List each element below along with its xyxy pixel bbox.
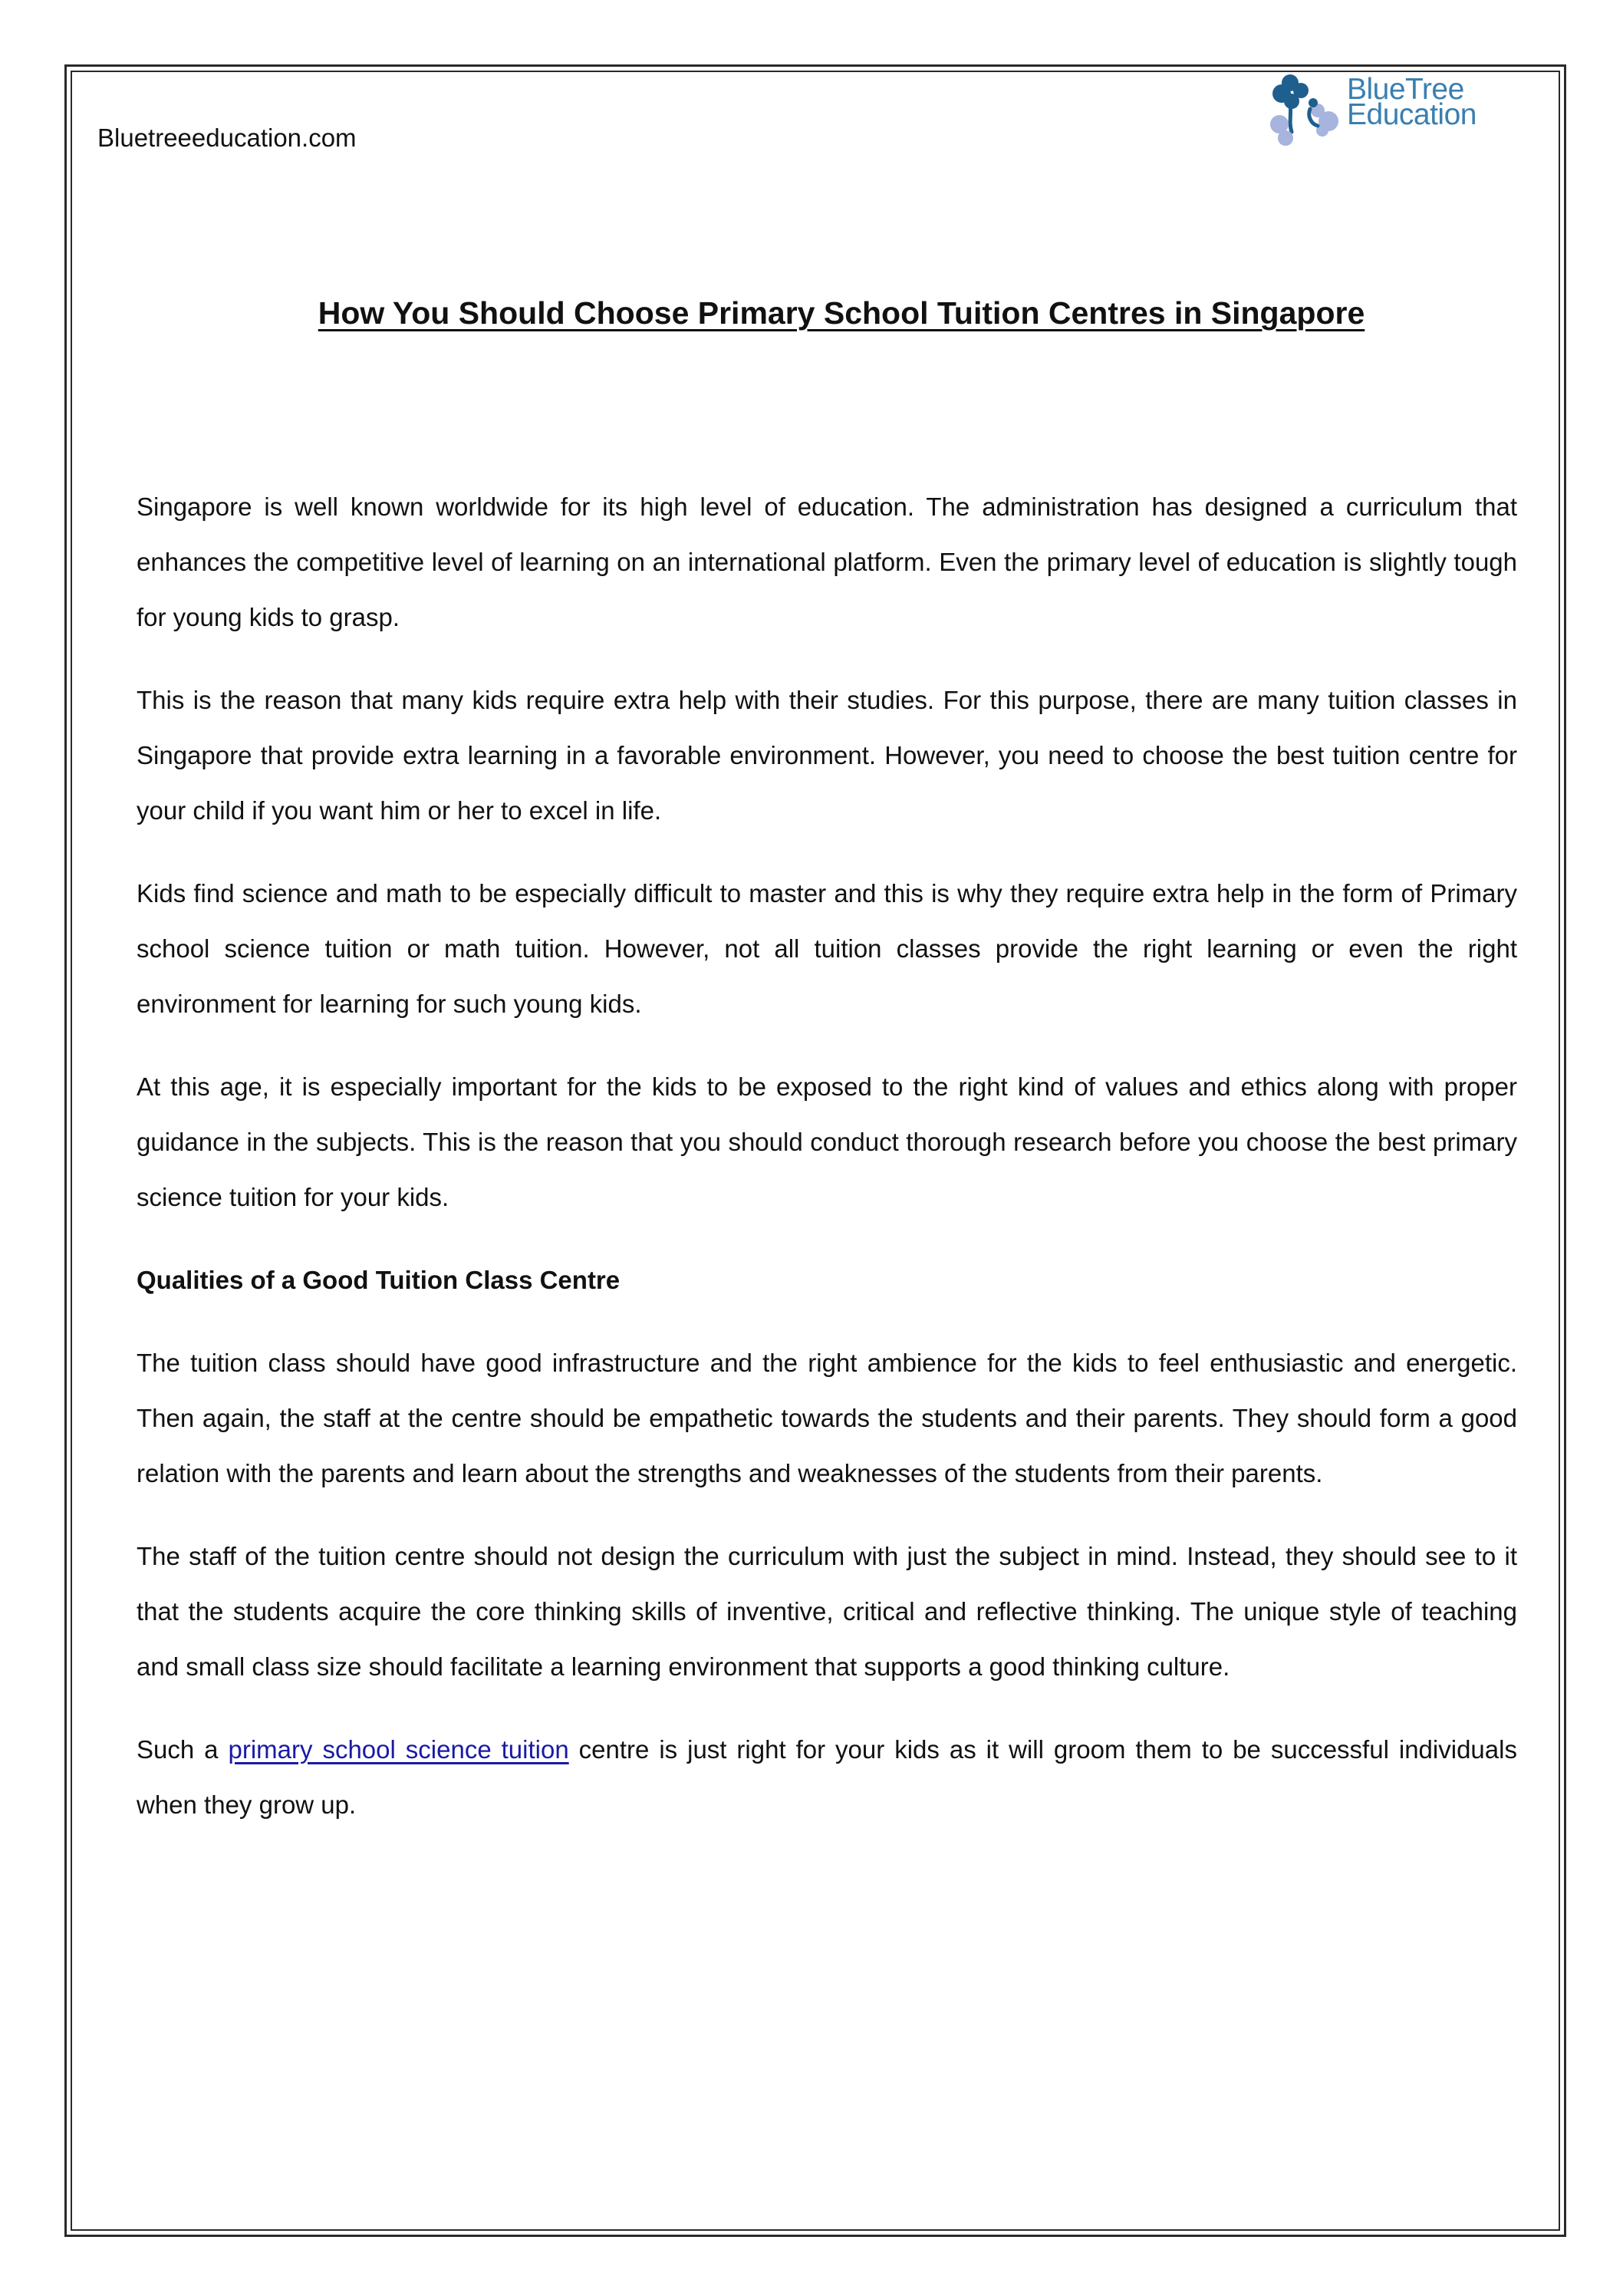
logo-line-2: Education [1347,98,1477,131]
paragraph-1: Singapore is well known worldwide for its high level of education. The administration has designed a curriculum that enhances the competitive level of learning on an international platform. Even the primary level of education is slightly tough for young kids to grasp. [137,492,1517,631]
science-tuition-link[interactable]: primary school science tuition [228,1735,569,1764]
paragraph-5: The tuition class should have good infrastructure and the right ambience for the kids to feel enthusiastic and energetic. Then again, the staff at the centre should be empathetic towards the students and their parents. They should form a good relation with the parents and learn about the strengths and weaknesses of the students from their parents. [137,1349,1517,1487]
article-body [137,479,1517,1860]
paragraph-2: This is the reason that many kids require extra help with their studies. For this purpose, there are many tuition classes in Singapore that provide extra learning in a favorable environment. However, you need to choose the best tuition centre for your child if you want him or her to excel in life. [137,686,1517,825]
tree-logo-icon [1256,68,1348,152]
closing-text-before: Such a [137,1735,229,1764]
paragraph-6: The staff of the tuition centre should not design the curriculum with just the subject in mind. Instead, they should see to it that the students acquire the core thinking skills of inventive, critical and reflective thinking. The unique style of teaching and small class size should facilitate a learning environment that supports a good thinking culture. [137,1542,1517,1681]
logo-line-1: BlueTree [1347,73,1464,106]
bluetree-logo [1256,68,1509,152]
section-heading: Qualities of a Good Tuition Class Centre [137,1266,621,1294]
closing-text-after: centre is just right for your kids as it will groom them to be successful individuals when they grow up. [137,1735,1517,1819]
site-url: Bluetreeeducation.com [97,124,357,152]
paragraph-3: Kids find science and math to be especially difficult to master and this is why they require extra help in the form of Primary school science tuition or math tuition. However, not all tuition classes provide the right learning or even the right environment for learning for such young kids. [137,879,1517,1018]
document-title: How You Should Choose Primary School Tuition Centres in Singapore [318,295,1365,331]
paragraph-4: At this age, it is especially important for the kids to be exposed to the right kind of values and ethics along with proper guidance in the subjects. This is the reason that you should conduct thorough research before you choose the best primary science tuition for your kids. [137,1072,1517,1211]
paragraph-closing [137,1722,1517,1833]
logo-wordmark [1347,73,1477,131]
